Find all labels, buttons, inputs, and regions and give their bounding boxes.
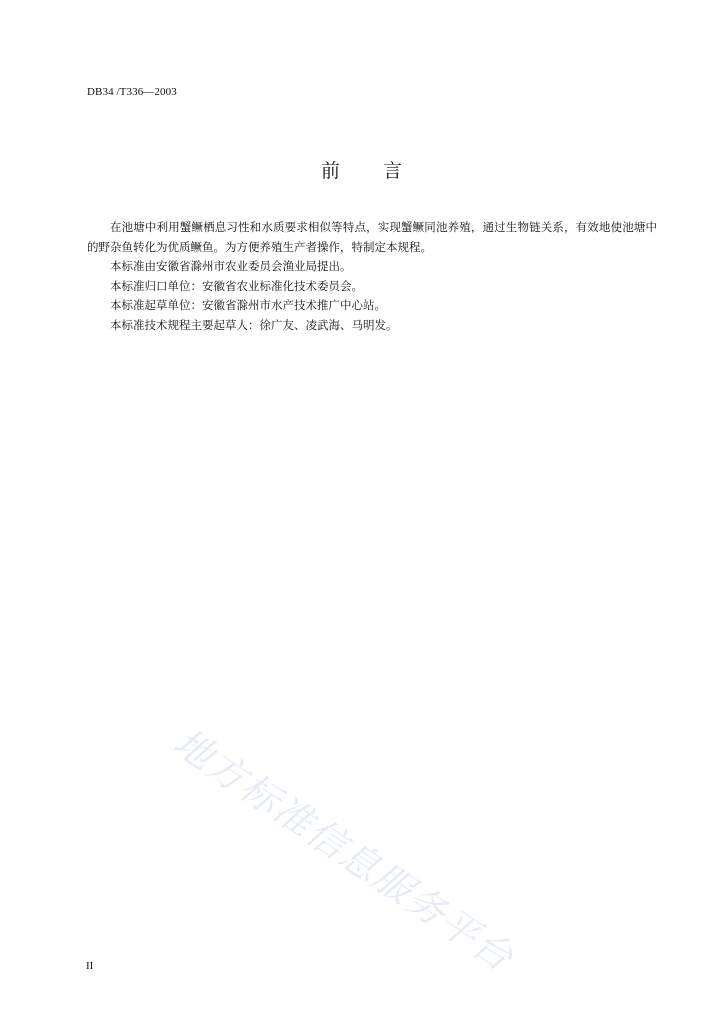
paragraph-responsible-unit: 本标准归口单位：安徽省农业标准化技术委员会。: [110, 278, 363, 293]
paragraph-drafting-unit: 本标准起草单位：安徽省滁州市水产技术推广中心站。: [110, 298, 386, 312]
paragraph-intro: 在池塘中利用蟹鳜栖息习性和水质要求相似等特点，实现蟹鳜同池养殖，通过生物链关系，有效地使池塘中的野杂鱼转化为优质鳜鱼。为方便养殖生产者操作，特制定本规程。: [87, 220, 657, 254]
page-title: [0, 156, 724, 183]
title-char-1: 前: [320, 160, 341, 182]
document-code: DB34 /T336—2003: [87, 86, 177, 98]
page-number: II: [86, 960, 94, 972]
paragraph-proposer: 本标准由安徽省滁州市农业委员会渔业局提出。: [110, 259, 352, 273]
paragraph-drafters: 本标准技术规程主要起草人：徐广友、凌武海、马明发。: [110, 317, 398, 332]
title-char-2: 言: [383, 160, 404, 182]
watermark: 地方标准信息服务平台: [165, 720, 522, 981]
foreword-body: [87, 218, 657, 335]
